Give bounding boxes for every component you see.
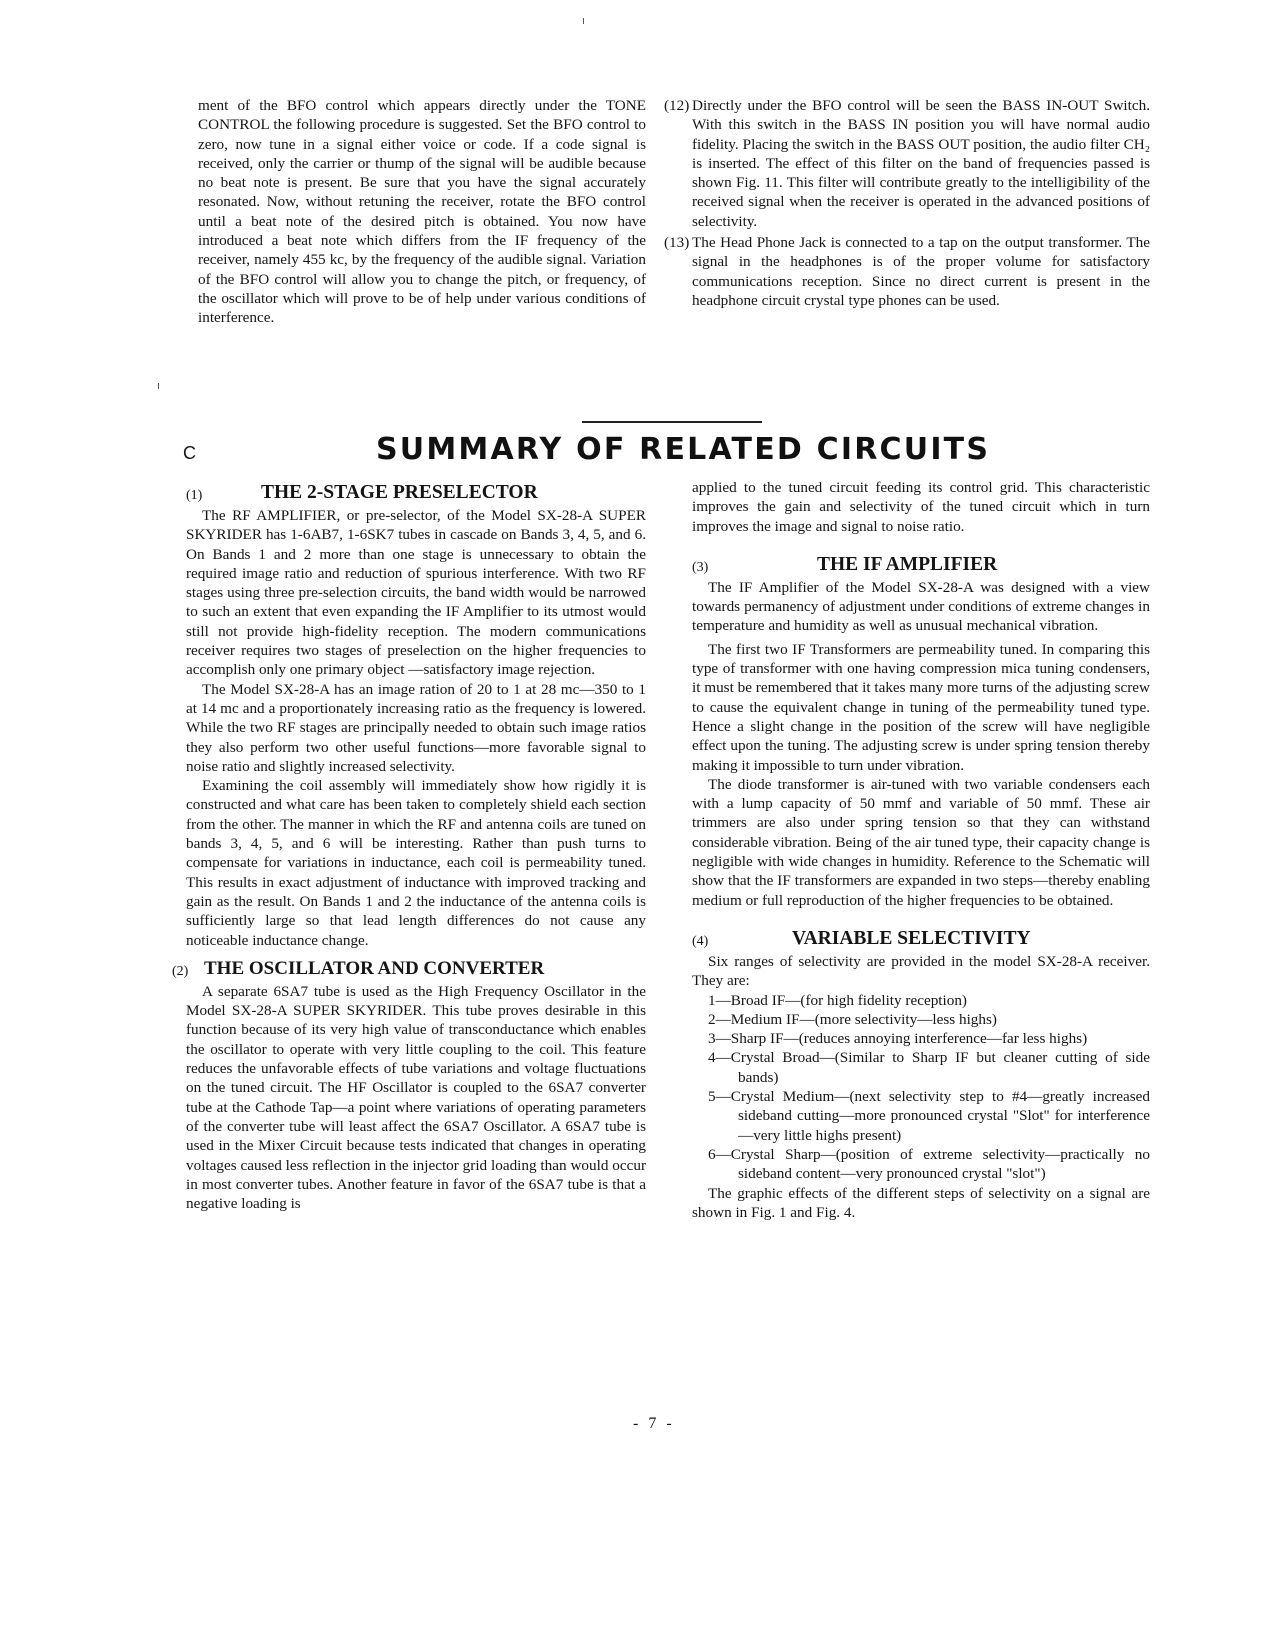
item-13: [664, 233, 1150, 310]
section-heading-preselector: [186, 482, 646, 504]
list-item: 3—Sharp IF—(reduces annoying interference—far less highs): [708, 1030, 1088, 1048]
item-number: (12): [664, 97, 690, 114]
selectivity-list: [692, 991, 1150, 1184]
section-title: THE OSCILLATOR AND CONVERTER: [204, 957, 545, 979]
section-number: (4): [692, 933, 709, 949]
paragraph: The first two IF Transformers are permeability tuned. In comparing this type of transformer with one having compression mica tuning condensers, it must be remembered that it takes many more turns of the adjusting screw to cause the equivalent change in tuning of the permeability tuned type. Hence a slight change in the position of the screw will have negligible effect upon the tuning. The adjusting screw is under spring tension thereby making it impossible to turn under vibration.: [692, 640, 1150, 774]
top-right-column: [664, 96, 1150, 310]
section-heading-oscillator: [172, 958, 646, 980]
paragraph-continuation: applied to the tuned circuit feeding its control grid. This characteristic improves the gain and selectivity of the tuned circuit which in turn improves the image and signal to noise ratio.: [692, 479, 1150, 535]
item-text: Directly under the BFO control will be seen the BASS IN-OUT Switch. With this switch in the BASS IN position you will have normal audio fidelity. Placing the switch in the BASS OUT position, the audio filter CH₂ is inserted. The effect of this filter on the band of frequencies passed is shown Fig. 11. This filter will contribute greatly to the intelligibility of the received signal when the receiver is operated in the advanced positions of selectivity.: [692, 97, 1150, 230]
paragraph: A separate 6SA7 tube is used as the High Frequency Oscillator in the Model SX-28-A SUPER SKYRIDER. This tube proves desirable in this function because of its very high value of transconductance which enables the oscillator to operate with very little coupling to the coil. This feature reduces the unfavorable effects of tube variations and voltage fluctuations on the tuned circuit. The HF Oscillator is coupled to the 6SA7 converter tube at the Cathode Tap—a point where variations of operating parameters of the converter tube will least affect the 6SA7 Oscillator. A 6SA7 tube is used in the Mixer Circuit because tests indicated that changes in operating voltages caused less reflection in the injector grid loading than would occur in most converter tubes. Another feature in favor of the 6SA7 tube is that a negative loading is: [186, 982, 646, 1213]
paragraph: The IF Amplifier of the Model SX-28-A was designed with a view towards permanency of adjustment under conditions of extreme changes in temperature and humidity as well as unusual mechanical vibration.: [692, 578, 1150, 635]
paragraph: Examining the coil assembly will immediately show how rigidly it is constructed and what care has been taken to completely shield each section from the other. The manner in which the RF and antenna coils are tuned on bands 3, 4, 5, and 6 will be interesting. Rather than push turns to compensate for variations in inductance, each coil is permeability tuned. This results in exact adjustment of inductance with improved tracking and gain as the result. On Bands 1 and 2 the inductance of the antenna coils is sufficiently large so that lead length differences do not cause any noticeable inductance change.: [186, 777, 646, 949]
section-heading-variable-selectivity: [692, 928, 1150, 950]
section-number: (2): [172, 963, 189, 979]
paragraph: The Model SX-28-A has an image ration of 20 to 1 at 28 mc—350 to 1 at 14 mc and a proportionately increasing ratio as the frequency is lowered. While the two RF stages are principally needed to obtain such image ratios they also perform two other useful functions—more favorable signal to noise ratio and slightly increased selectivity.: [186, 680, 646, 775]
section-heading-if-amplifier: [692, 554, 1150, 576]
paragraph: Six ranges of selectivity are provided in the model SX-28-A receiver. They are:: [692, 952, 1150, 990]
section-letter: C: [183, 443, 196, 463]
top-left-column: [198, 96, 646, 328]
scan-artifact: [583, 18, 584, 24]
list-item: 5—Crystal Medium—(next selectivity step to #4—greatly increased sideband cutting—more pronounced crystal "Slot" for interference—very little highs present): [708, 1088, 1150, 1144]
section-title: THE 2-STAGE PRESELECTOR: [261, 482, 538, 503]
list-item: 2—Medium IF—(more selectivity—less highs): [708, 1010, 997, 1028]
section-title: THE IF AMPLIFIER: [817, 553, 998, 575]
item-12: [664, 96, 1150, 231]
item-text: The Head Phone Jack is connected to a tap on the output transformer. The signal in the headphones is of the proper volume for satisfactory communications reception. Since no direct current is present in the headphone circuit crystal type phones can be used.: [692, 234, 1150, 309]
section-title: VARIABLE SELECTIVITY: [792, 927, 1031, 949]
paragraph: The graphic effects of the different steps of selectivity on a signal are shown in Fig. 1 and Fig. 4.: [692, 1184, 1150, 1221]
scan-artifact: [158, 383, 159, 389]
item-number: (13): [664, 234, 690, 252]
section-number: (1): [186, 488, 203, 503]
list-item: 6—Crystal Sharp—(position of extreme selectivity—practically no sideband content—very pronounced crystal "slot"): [708, 1145, 1150, 1183]
bottom-left-column: [172, 478, 646, 1213]
page-number: - 7 -: [633, 1415, 675, 1432]
page-title: SUMMARY OF RELATED CIRCUITS: [376, 432, 991, 467]
bottom-right-column: [692, 478, 1150, 1222]
bfo-procedure-paragraph: ment of the BFO control which appears directly under the TONE CONTROL the following procedure is suggested. Set the BFO control to zero, now tune in a signal either voice or code. If a code signal is received, only the carrier or thump of the signal will be audible because no beat note is present. Be sure that you have the signal accurately resonated. Now, without retuning the receiver, rotate the BFO control until a beat note of the desired pitch is obtained. You now have introduced a beat note which differs from the IF frequency of the receiver, namely 455 kc, by the frequency of the audible signal. Variation of the BFO control will allow you to change the pitch, or frequency, of the oscillator which will prove to be of help under various conditions of interference.: [198, 97, 646, 327]
section-number: (3): [692, 559, 709, 575]
list-item: 4—Crystal Broad—(Similar to Sharp IF but cleaner cutting of side bands): [708, 1049, 1150, 1086]
list-item: 1—Broad IF—(for high fidelity reception): [708, 991, 967, 1009]
paragraph: The RF AMPLIFIER, or pre-selector, of the Model SX-28-A SUPER SKYRIDER has 1-6AB7, 1-6SK7 tubes in cascade on Bands 3, 4, 5, and 6. On Bands 1 and 2 more than one stage is unnecessary to obtain the required image ratio and reduction of spurious interference. With two RF stages using three pre-selection circuits, the band width would be narrowed to such an extent that even expanding the IF Amplifier to its utmost would still not provide high-fidelity reception. The modern communications receiver requires two stages of preselection on the higher frequencies to accomplish only one primary object —satisfactory image rejection.: [186, 507, 646, 679]
section-divider-rule: [582, 421, 762, 423]
paragraph: The diode transformer is air-tuned with two variable condensers each with a lump capacity of 50 mmf and variable of 50 mmf. These air trimmers are also under spring tension so that they can withstand considerable vibration. Being of the air tuned type, their capacity change is negligible with wide changes in humidity. Reference to the Schematic will show that the IF transformers are expanded in two steps—thereby enabling medium or full reproduction of the higher frequencies to be obtained.: [692, 775, 1150, 909]
